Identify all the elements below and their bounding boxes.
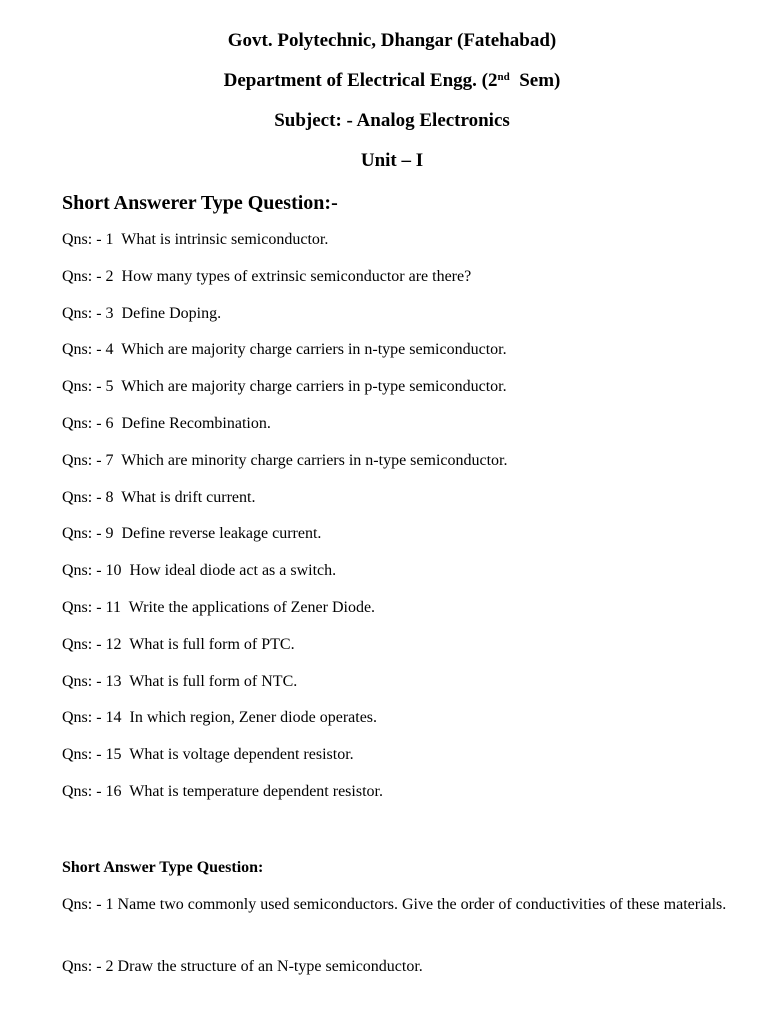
subject-title: Subject: - Analog Electronics: [274, 110, 510, 131]
question-item: Qns: - 5 Which are majority charge carriers in p-type semiconductor.: [62, 378, 507, 396]
department-text: Department of Electrical Engg. (2: [223, 70, 498, 91]
question-list-short: [62, 229, 508, 818]
question-item: Qns: - 16 What is temperature dependent resistor.: [62, 782, 383, 800]
department-suffix: Sem): [509, 70, 561, 91]
section-heading-short-answer: Short Answer Type Question:: [62, 859, 264, 876]
question-item: Qns: - 4 Which are majority charge carriers in n-type semiconductor.: [62, 341, 507, 359]
question-item: Qns: - 9 Define reverse leakage current.: [62, 525, 322, 543]
question-item: Qns: - 13 What is full form of NTC.: [62, 672, 298, 690]
department-title: [0, 69, 768, 93]
question-item: Qns: - 1 What is intrinsic semiconductor.: [62, 231, 329, 248]
question-item: Qns: - 7 Which are minority charge carriers in n-type semiconductor.: [62, 451, 508, 469]
question-item: Qns: - 6 Define Recombination.: [62, 414, 271, 432]
semester-superscript: nd: [497, 70, 510, 83]
question-item: Qns: - 2 Draw the structure of an N-type semiconductor.: [62, 958, 423, 975]
question-item: Qns: - 8 What is drift current.: [62, 488, 256, 506]
question-item: Qns: - 10 How ideal diode act as a switch.: [62, 562, 337, 580]
institute-title: Govt. Polytechnic, Dhangar (Fatehabad): [227, 30, 557, 51]
question-item: Qns: - 14 In which region, Zener diode operates.: [62, 709, 378, 727]
question-item: Qns: - 15 What is voltage dependent resistor.: [62, 746, 354, 764]
question-item: Qns: - 2 How many types of extrinsic semiconductor are there?: [62, 267, 472, 285]
unit-title: Unit – I: [360, 150, 424, 171]
question-item: Qns: - 12 What is full form of PTC.: [62, 635, 295, 653]
question-item: Qns: - 3 Define Doping.: [62, 304, 222, 322]
question-item: Qns: - 1 Name two commonly used semiconductors. Give the order of conductivities of these materials.: [62, 896, 727, 913]
section-heading-short-answerer: Short Answerer Type Question:-: [62, 192, 338, 214]
question-item: Qns: - 11 Write the applications of Zener Diode.: [62, 598, 376, 616]
